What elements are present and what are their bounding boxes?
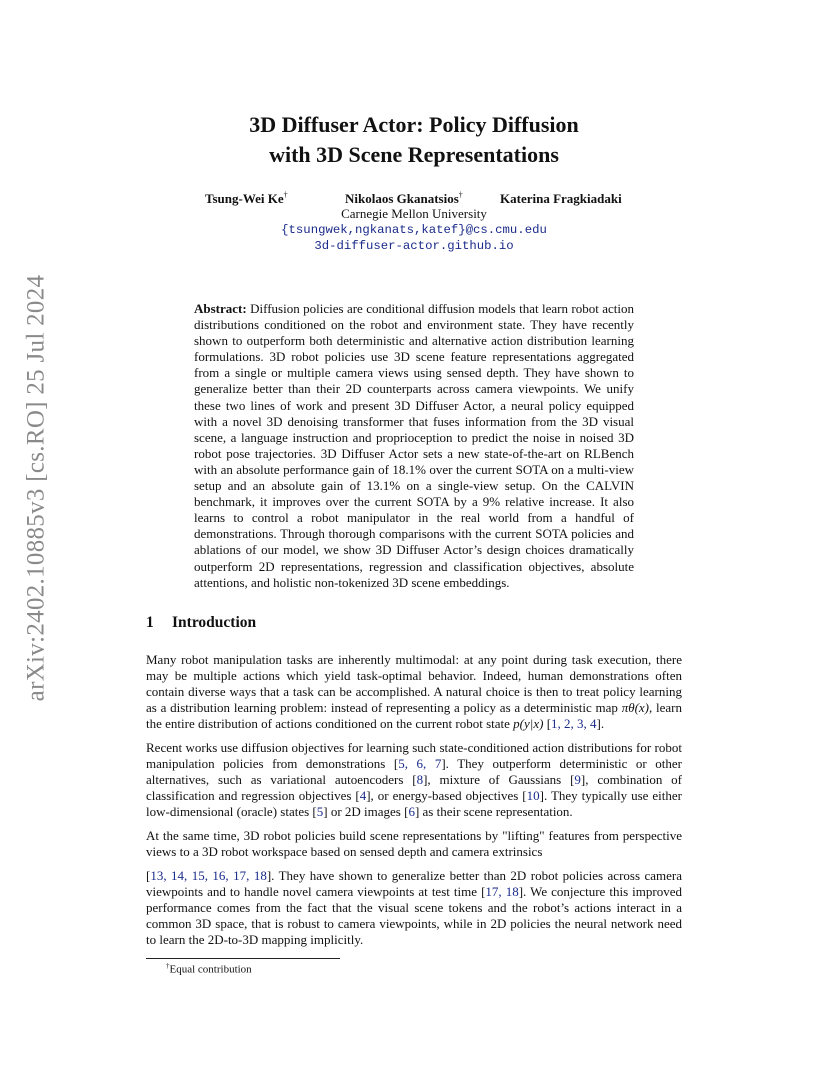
- intro-paragraph-3: At the same time, 3D robot policies build scene representations by "lifting" features from perspective views to a 3D robot workspace based on sensed depth and camera extrinsics: [146, 828, 682, 860]
- citation-link[interactable]: 9: [574, 772, 581, 788]
- citation-link[interactable]: 17, 18: [485, 884, 519, 900]
- citation-link[interactable]: 5: [316, 804, 324, 820]
- footnote-mark: †: [166, 962, 170, 970]
- footnote-divider: [146, 958, 340, 959]
- citation-link[interactable]: 6: [408, 804, 415, 820]
- title-line-2: with 3D Scene Representations: [269, 142, 559, 167]
- author-1: Tsung-Wei Ke†: [205, 190, 288, 206]
- footnote: [166, 962, 252, 976]
- citation-link[interactable]: 4: [359, 788, 367, 804]
- section-title: Introduction: [172, 614, 257, 631]
- intro-paragraph-1: Many robot manipulation tasks are inherently multimodal: at any point during task execution, there may be multiple actions which yield task-optimal behavior. Indeed, human demonstrations often contain diverse ways that a task can be accomplished. A natural choice is then to treat policy learning as a distribution learning problem: instead of representing a policy as a deterministic map πθ(x), learn the entire distribution of actions conditioned on the current robot state p(y|x) [1, 2, 3, 4].: [146, 652, 683, 732]
- footnote-text: Equal contribution: [169, 963, 252, 976]
- equal-contribution-mark: †: [283, 190, 288, 200]
- section-heading-introduction: [146, 614, 256, 632]
- citation-link[interactable]: 13, 14, 15, 16, 17, 18: [150, 868, 267, 883]
- abstract-label: Abstract:: [194, 301, 247, 316]
- math-action-distribution: p(y|x): [513, 716, 544, 732]
- author-3: Katerina Fragkiadaki: [500, 191, 622, 206]
- project-url-link[interactable]: 3d-diffuser-actor.github.io: [314, 239, 514, 253]
- abstract: [194, 301, 634, 591]
- abstract-text: Diffusion policies are conditional diffusion models that learn robot action distributions conditioned on the robot and environment state. They have recently shown to outperform both deterministic and alternative action distribution learning formulations. 3D robot policies use 3D scene feature representations aggregated from a single or multiple camera views using sensed depth. They have shown to generalize better than their 2D counterparts across camera viewpoints. We unify these two lines of work and present 3D Diffuser Actor, a neural policy equipped with a novel 3D denoising transformer that fuses information from the 3D visual scene, a language instruction and proprioception to predict the noise in noised 3D robot pose trajectories. 3D Diffuser Actor sets a new state-of-the-art on RLBench with an absolute performance gain of 18.1% over the current SOTA on a multi-view setup and an absolute gain of 13.1% on a single-view setup. On the CALVIN benchmark, it improves over the current SOTA by a 9% relative increase. It also learns to control a robot manipulator in the real world from a handful of demonstrations. Through thorough comparisons with the current SOTA policies and ablations of our model, we show 3D Diffuser Actor’s design choices dramatically outperform 2D representations, regression and classification objectives, absolute attentions, and holistic non-tokenized 3D scene embeddings.: [194, 301, 635, 590]
- author-2: Nikolaos Gkanatsios†: [345, 190, 463, 206]
- citation-link[interactable]: 8: [416, 772, 424, 788]
- title-line-1: 3D Diffuser Actor: Policy Diffusion: [249, 112, 579, 137]
- citation-link[interactable]: 5, 6, 7: [398, 756, 442, 772]
- arxiv-identifier: arXiv:2402.10885v3 [cs.RO] 25 Jul 2024: [22, 274, 49, 702]
- affiliation-block: [0, 206, 828, 254]
- author-emails[interactable]: {tsungwek,ngkanats,katef}@cs.cmu.edu: [281, 223, 547, 237]
- intro-paragraph-4: [13, 14, 15, 16, 17, 18]. They have shown to generalize better than 2D robot policies across camera viewpoints and to handle novel camera viewpoints at test time [17, 18]. We conjecture this improved performance comes from the fact that the visual scene tokens and the robot’s actions interact in a common 3D space, that is robust to camera viewpoints, while in 2D policies the neural network need to learn the 2D-to-3D mapping implicitly.: [146, 868, 682, 948]
- citation-link[interactable]: 10: [526, 788, 540, 804]
- math-policy-map: πθ(x): [621, 700, 650, 716]
- paper-title: [0, 110, 828, 170]
- section-number: 1: [146, 614, 154, 631]
- affiliation: Carnegie Mellon University: [341, 206, 487, 221]
- arxiv-side-stamp: [22, 274, 50, 702]
- equal-contribution-mark: †: [458, 190, 463, 200]
- intro-paragraph-2: Recent works use diffusion objectives for learning such state-conditioned action distributions for robot manipulation policies from demonstrations [5, 6, 7]. They outperform deterministic or other alternatives, such as variational autoencoders [8], mixture of Gaussians [9], combination of classification and regression objectives [4], or energy-based objectives [10]. They typically use either low-dimensional (oracle) states [5] or 2D images [6] as their scene representation.: [146, 740, 683, 820]
- citation-link[interactable]: 1, 2, 3, 4: [551, 716, 597, 732]
